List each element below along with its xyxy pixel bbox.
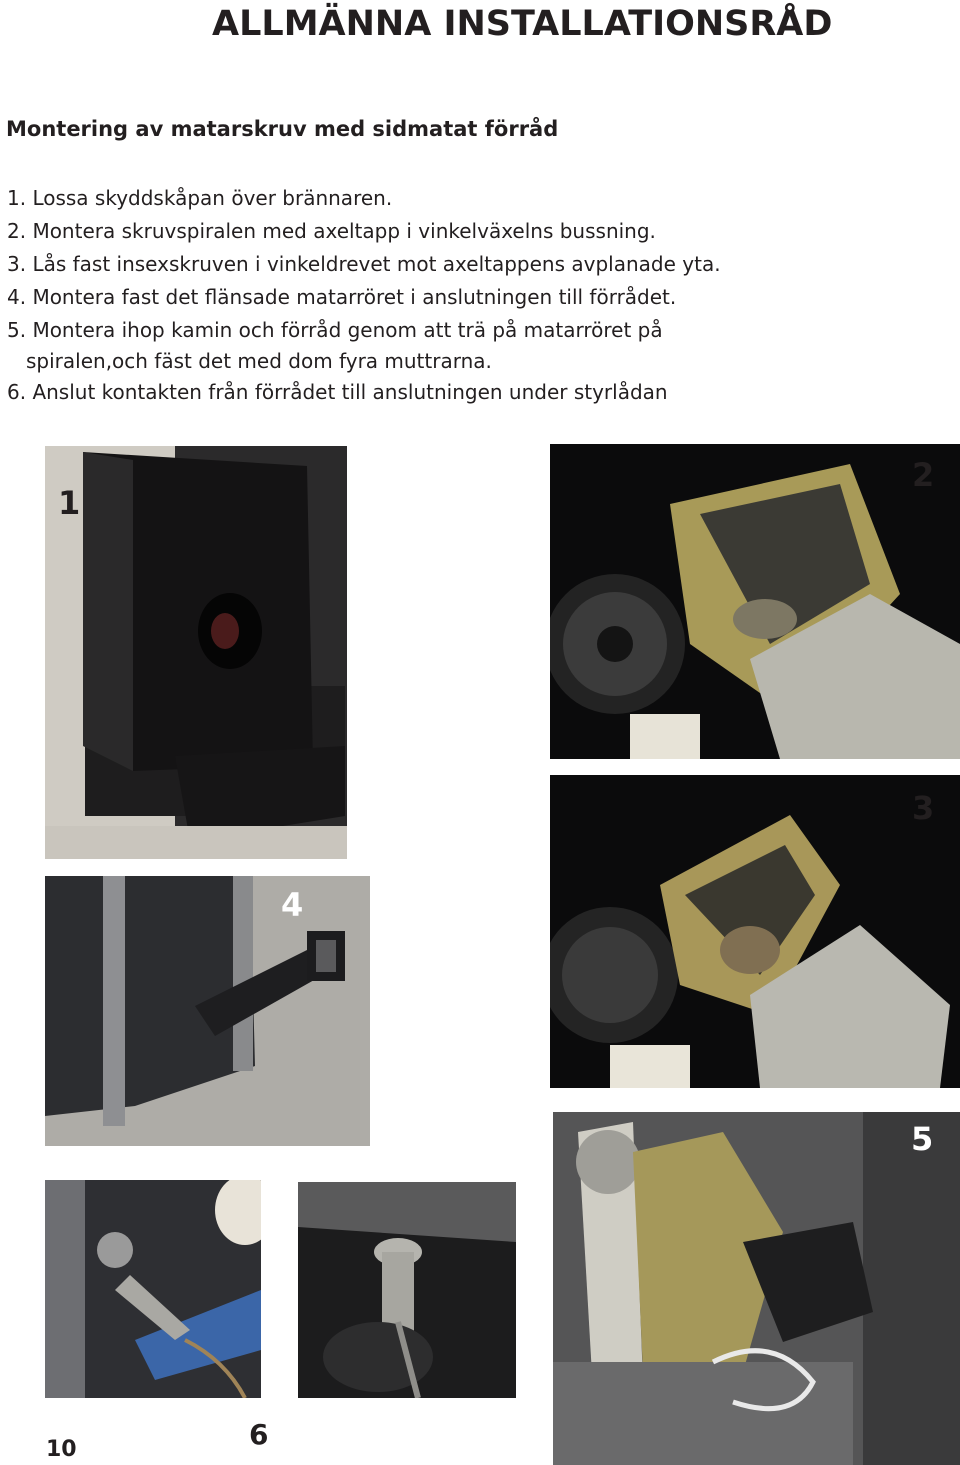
photo-label: 4 — [281, 886, 304, 924]
page-title: ALLMÄNNA INSTALLATIONSRÅD — [212, 4, 833, 44]
photo-label: 5 — [911, 1120, 934, 1158]
step-text-continued: spiralen,och fäst det med dom fyra muttrarna. — [26, 349, 492, 373]
instruction-step — [7, 182, 721, 215]
photo-label: 3 — [912, 789, 935, 827]
photo-label: 6 — [249, 1418, 269, 1451]
instruction-step — [7, 376, 721, 409]
instruction-step — [7, 314, 721, 376]
instruction-step — [7, 248, 721, 281]
photo-3-set-screw — [550, 775, 960, 1088]
page-number: 10 — [46, 1437, 77, 1462]
instruction-list — [7, 182, 721, 409]
photo-6a-connector — [45, 1180, 261, 1398]
photo-6b-drawing — [298, 1182, 516, 1398]
photo-6a-drawing — [45, 1180, 261, 1398]
section-heading: Montering av matarskruv med sidmatat förråd — [6, 117, 559, 141]
step-text: 5. Montera ihop kamin och förråd genom att trä på matarröret på — [7, 318, 663, 342]
photo-4-drawing — [45, 876, 370, 1146]
photo-1-drawing — [45, 446, 347, 859]
photo-5-assembled-feeder — [553, 1112, 960, 1465]
instruction-step — [7, 281, 721, 314]
photo-4-feed-tube — [45, 876, 370, 1146]
step-text: 2. Montera skruvspiralen med axeltapp i vinkelväxelns bussning. — [7, 219, 656, 243]
photo-6b-connector-closeup — [298, 1182, 516, 1398]
photo-label: 2 — [912, 456, 935, 494]
step-text: 3. Lås fast insexskruven i vinkeldrevet mot axeltappens avplanade yta. — [7, 252, 721, 276]
step-text: 4. Montera fast det flänsade matarröret i anslutningen till förrådet. — [7, 285, 677, 309]
photo-3-drawing — [550, 775, 960, 1088]
instruction-step — [7, 215, 721, 248]
photo-2-drawing — [550, 444, 960, 759]
photo-5-drawing — [553, 1112, 960, 1465]
step-text: 6. Anslut kontakten från förrådet till anslutningen under styrlådan — [7, 380, 668, 404]
step-text: 1. Lossa skyddskåpan över brännaren. — [7, 186, 393, 210]
photo-1-burner-cover — [45, 446, 347, 859]
photo-2-angle-gear — [550, 444, 960, 759]
photo-label: 1 — [58, 484, 81, 522]
